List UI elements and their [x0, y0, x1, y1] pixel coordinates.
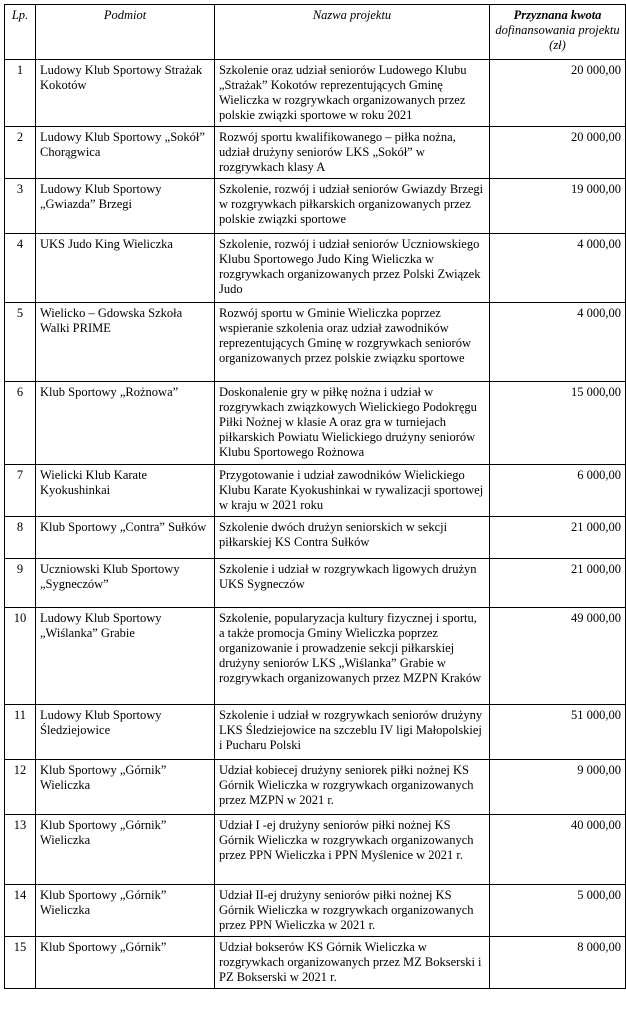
- header-amount: [490, 5, 626, 60]
- row-lp: 3: [5, 179, 36, 234]
- row-amount: 4 000,00: [490, 303, 626, 382]
- table-row: [5, 303, 626, 382]
- table-row: [5, 517, 626, 559]
- table-row: [5, 179, 626, 234]
- row-project: Szkolenie dwóch drużyn seniorskich w sekcji piłkarskiej KS Contra Sułków: [215, 517, 490, 559]
- row-subject: Klub Sportowy „Rożnowa”: [36, 382, 215, 465]
- row-lp: 9: [5, 559, 36, 608]
- row-project: Szkolenie i udział w rozgrywkach ligowych drużyn UKS Sygneczów: [215, 559, 490, 608]
- row-amount: 19 000,00: [490, 179, 626, 234]
- row-amount: 9 000,00: [490, 760, 626, 815]
- row-project: Szkolenie, popularyzacja kultury fizycznej i sportu, a także promocja Gminy Wieliczka poprzez organizowanie i prowadzenie sekcji piłkarskiej drużyny seniorów LKS „Wiślanka” Grabie w rozgrywkach organizowanych przez MZPN Kraków: [215, 608, 490, 705]
- row-subject: Wielicki Klub Karate Kyokushinkai: [36, 465, 215, 517]
- row-amount: 20 000,00: [490, 60, 626, 127]
- row-lp: 7: [5, 465, 36, 517]
- row-subject: Klub Sportowy „Górnik”: [36, 937, 215, 989]
- row-amount: 21 000,00: [490, 559, 626, 608]
- row-lp: 1: [5, 60, 36, 127]
- header-lp: Lp.: [5, 5, 36, 60]
- row-amount: 15 000,00: [490, 382, 626, 465]
- row-subject: Uczniowski Klub Sportowy „Sygneczów”: [36, 559, 215, 608]
- table-row: [5, 937, 626, 989]
- header-amount-title: Przyznana kwota: [513, 8, 602, 22]
- table-row: [5, 760, 626, 815]
- row-amount: 20 000,00: [490, 127, 626, 179]
- row-amount: 5 000,00: [490, 885, 626, 937]
- row-amount: 40 000,00: [490, 815, 626, 885]
- row-lp: 6: [5, 382, 36, 465]
- header-row: [5, 5, 626, 60]
- row-amount: 4 000,00: [490, 234, 626, 303]
- row-subject: Klub Sportowy „Contra” Sułków: [36, 517, 215, 559]
- row-project: Przygotowanie i udział zawodników Wielickiego Klubu Karate Kyokushinkai w rywalizacji sportowej w kraju w 2021 roku: [215, 465, 490, 517]
- row-project: Szkolenie, rozwój i udział seniorów Gwiazdy Brzegi w rozgrywkach piłkarskich organizowanych przez polskie związki sportowe: [215, 179, 490, 234]
- row-lp: 14: [5, 885, 36, 937]
- row-lp: 11: [5, 705, 36, 760]
- row-subject: Ludowy Klub Sportowy Śledziejowice: [36, 705, 215, 760]
- row-lp: 5: [5, 303, 36, 382]
- row-project: Doskonalenie gry w piłkę nożna i udział w rozgrywkach związkowych Wielickiego Podokręgu Piłki Nożnej w klasie A oraz gra w turniejach piłkarskich Powiatu Wielickiego drużyny seniorów Klubu Sportowego Rożnowa: [215, 382, 490, 465]
- row-subject: Ludowy Klub Sportowy Strażak Kokotów: [36, 60, 215, 127]
- row-subject: Wielicko – Gdowska Szkoła Walki PRIME: [36, 303, 215, 382]
- table-row: [5, 465, 626, 517]
- row-project: Udział bokserów KS Górnik Wieliczka w rozgrywkach organizowanych przez MZ Bokserski i PZ Bokserski w 2021 r.: [215, 937, 490, 989]
- row-lp: 13: [5, 815, 36, 885]
- row-subject: Ludowy Klub Sportowy „Gwiazda” Brzegi: [36, 179, 215, 234]
- row-amount: 8 000,00: [490, 937, 626, 989]
- row-subject: Ludowy Klub Sportowy „Wiślanka” Grabie: [36, 608, 215, 705]
- row-amount: 6 000,00: [490, 465, 626, 517]
- row-lp: 15: [5, 937, 36, 989]
- row-subject: UKS Judo King Wieliczka: [36, 234, 215, 303]
- row-project: Szkolenie oraz udział seniorów Ludowego Klubu „Strażak” Kokotów reprezentujących Gminę Wieliczka w rozgrywkach organizowanych przez polskie związki sportowe w roku 2021: [215, 60, 490, 127]
- row-lp: 4: [5, 234, 36, 303]
- row-project: Rozwój sportu w Gminie Wieliczka poprzez wspieranie szkolenia oraz udział zawodników reprezentujących Gminę w rozgrywkach seniorów organizowanych przez polskie związku sportowe: [215, 303, 490, 382]
- row-subject: Ludowy Klub Sportowy „Sokół” Chorągwica: [36, 127, 215, 179]
- table-row: [5, 559, 626, 608]
- header-amount-subtitle: dofinansowania projektu (zł): [495, 23, 620, 52]
- header-subject: Podmiot: [36, 5, 215, 60]
- row-project: Szkolenie, rozwój i udział seniorów Uczniowskiego Klubu Sportowego Judo King Wieliczka w rozgrywkach organizowanych przez Polski Związek Judo: [215, 234, 490, 303]
- row-subject: Klub Sportowy „Górnik” Wieliczka: [36, 885, 215, 937]
- header-project: Nazwa projektu: [215, 5, 490, 60]
- row-lp: 12: [5, 760, 36, 815]
- table-row: [5, 127, 626, 179]
- table-row: [5, 382, 626, 465]
- table-row: [5, 234, 626, 303]
- row-project: Udział II-ej drużyny seniorów piłki nożnej KS Górnik Wieliczka w rozgrywkach organizowanych przez PPN Wieliczka w 2021 r.: [215, 885, 490, 937]
- row-amount: 49 000,00: [490, 608, 626, 705]
- row-subject: Klub Sportowy „Górnik” Wieliczka: [36, 760, 215, 815]
- row-project: Rozwój sportu kwalifikowanego – piłka nożna, udział drużyny seniorów LKS „Sokół” w rozgrywkach klasy A: [215, 127, 490, 179]
- table-row: [5, 705, 626, 760]
- row-project: Szkolenie i udział w rozgrywkach seniorów drużyny LKS Śledziejowice na szczeblu IV ligi Małopolskiej i Pucharu Polski: [215, 705, 490, 760]
- row-lp: 10: [5, 608, 36, 705]
- row-subject: Klub Sportowy „Górnik” Wieliczka: [36, 815, 215, 885]
- row-lp: 8: [5, 517, 36, 559]
- row-project: Udział I -ej drużyny seniorów piłki nożnej KS Górnik Wieliczka w rozgrywkach organizowanych przez PPN Wieliczka i PPN Myślenice w 2021 r.: [215, 815, 490, 885]
- row-amount: 51 000,00: [490, 705, 626, 760]
- table-row: [5, 815, 626, 885]
- row-lp: 2: [5, 127, 36, 179]
- table-row: [5, 885, 626, 937]
- row-project: Udział kobiecej drużyny seniorek piłki nożnej KS Górnik Wieliczka w rozgrywkach organizowanych przez MZPN w 2021 r.: [215, 760, 490, 815]
- row-amount: 21 000,00: [490, 517, 626, 559]
- table-row: [5, 608, 626, 705]
- funding-table: [4, 4, 626, 989]
- table-row: [5, 60, 626, 127]
